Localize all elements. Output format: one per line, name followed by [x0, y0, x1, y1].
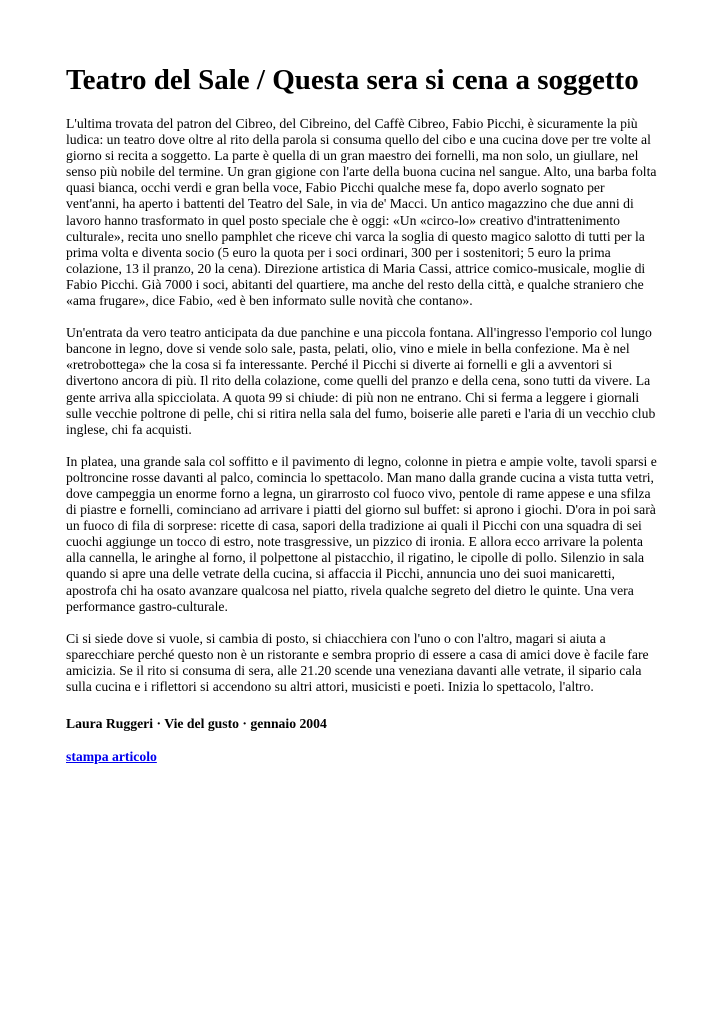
- article-title: Teatro del Sale / Questa sera si cena a soggetto: [66, 64, 639, 96]
- article-paragraph-1: L'ultima trovata del patron del Cibreo, del Cibreino, del Caffè Cibreo, Fabio Picchi, è sicuramente la più ludica: un teatro dove oltre al rito della parola si consuma quello del cibo e una cucina dove per tre volte al giorno si recita a soggetto. La parte è quella di un gran maestro dei fornelli, ma non solo, un giullare, nel senso più nobile del termine. Un gran gigione con l'arte della buona cucina nel sangue. Alto, una barba folta quasi bianca, occhi verdi e gran bella voce, Fabio Picchi qualche mese fa, dopo averlo sognato per vent'anni, ha aperto i battenti del Teatro del Sale, in via de' Macci. Un antico magazzino che due anni di lavoro hanno trasformato in quel posto speciale che è oggi: «Un «circo-lo» creativo d'intrattenimento culturale», recita uno snello pamphlet che riceve chi varca la soglia di questo magico salotto di tutti per la prima volta e diventa socio (5 euro la quota per i soci ordinari, 300 per i sostenitori; 5 euro la prima colazione, 13 il pranzo, 20 la cena). Direzione artistica di Maria Cassi, attrice comico-musicale, moglie di Fabio Picchi. Già 7000 i soci, abitanti del quartiere, ma anche del resto della città, e qualche straniero che «ama frugare», dice Fabio, «ed è ben informato sulle novità che contano».: [66, 116, 657, 309]
- article-paragraph-3: In platea, una grande sala col soffitto e il pavimento di legno, colonne in pietra e ampie volte, tavoli sparsi e poltroncine rosse davanti al palco, comincia lo spettacolo. Man mano dalla grande cucina a vista tutta vetri, dove campeggia un enorme forno a legna, un girarrosto col fuoco vivo, pentole di rame appese e una sfilza di piastre e fornelli, cominciano ad arrivare i piatti del giorno sul buffet: si aprono i giochi. D'ora in poi sarà un fuoco di fila di sorprese: ricette di casa, sapori della tradizione ai quali il Picchi con una squadra di sei cuochi aggiunge un tocco di estro, note trasgressive, un pizzico di ironia. E allora ecco arrivare la polenta alla cannella, le aringhe al forno, il polpettone al pistacchio, il rigatino, le cipolle di pollo. Silenzio in sala quando si apre una delle vetrate della cucina, si affaccia il Picchi, annuncia uno dei suoi manicaretti, apostrofa chi ha osato avanzare qualcosa nel piatto, rivela qualche segreto del dietro le quinte. Una vera performance gastro-culturale.: [66, 453, 657, 614]
- article-page: [66, 62, 660, 766]
- article-paragraph-4: Ci si siede dove si vuole, si cambia di posto, si chiacchiera con l'uno o con l'altro, magari si aiuta a sparecchiare perché questo non è un ristorante e sembra proprio di essere a casa di amici dove è facile fare amicizia. Se il rito si consuma di sera, alle 21.20 scende una veneziana davanti alle vetrate, il sipario cala sulla cucina e i riflettori si accendono su altri attori, musicisti e poeti. Inizia lo spettacolo, l'altro.: [66, 630, 649, 694]
- print-article-link[interactable]: stampa articolo: [66, 749, 157, 765]
- article-byline: Laura Ruggeri · Vie del gusto · gennaio 2004: [66, 716, 327, 732]
- article-paragraph-2: Un'entrata da vero teatro anticipata da due panchine e una piccola fontana. All'ingresso l'emporio col lungo bancone in legno, dove si vende solo sale, pasta, pelati, olio, vino e miele in bella confezione. Ma è nel «retrobottega» che la cosa si fa interessante. Perché il Picchi si diverte ai fornelli e gli a avventori si divertono ancora di più. Il rito della colazione, come quelli del pranzo e della cena, sono tutti da vivere. La gente arriva alla spicciolata. A quota 99 si chiude: di più non ne entrano. Chi si ferma a leggere i giornali sulle vecchie poltrone di pelle, chi si ritira nella sala del fumo, boiserie alle pareti e l'aria di un vecchio club inglese, chi fa acquisti.: [66, 325, 656, 437]
